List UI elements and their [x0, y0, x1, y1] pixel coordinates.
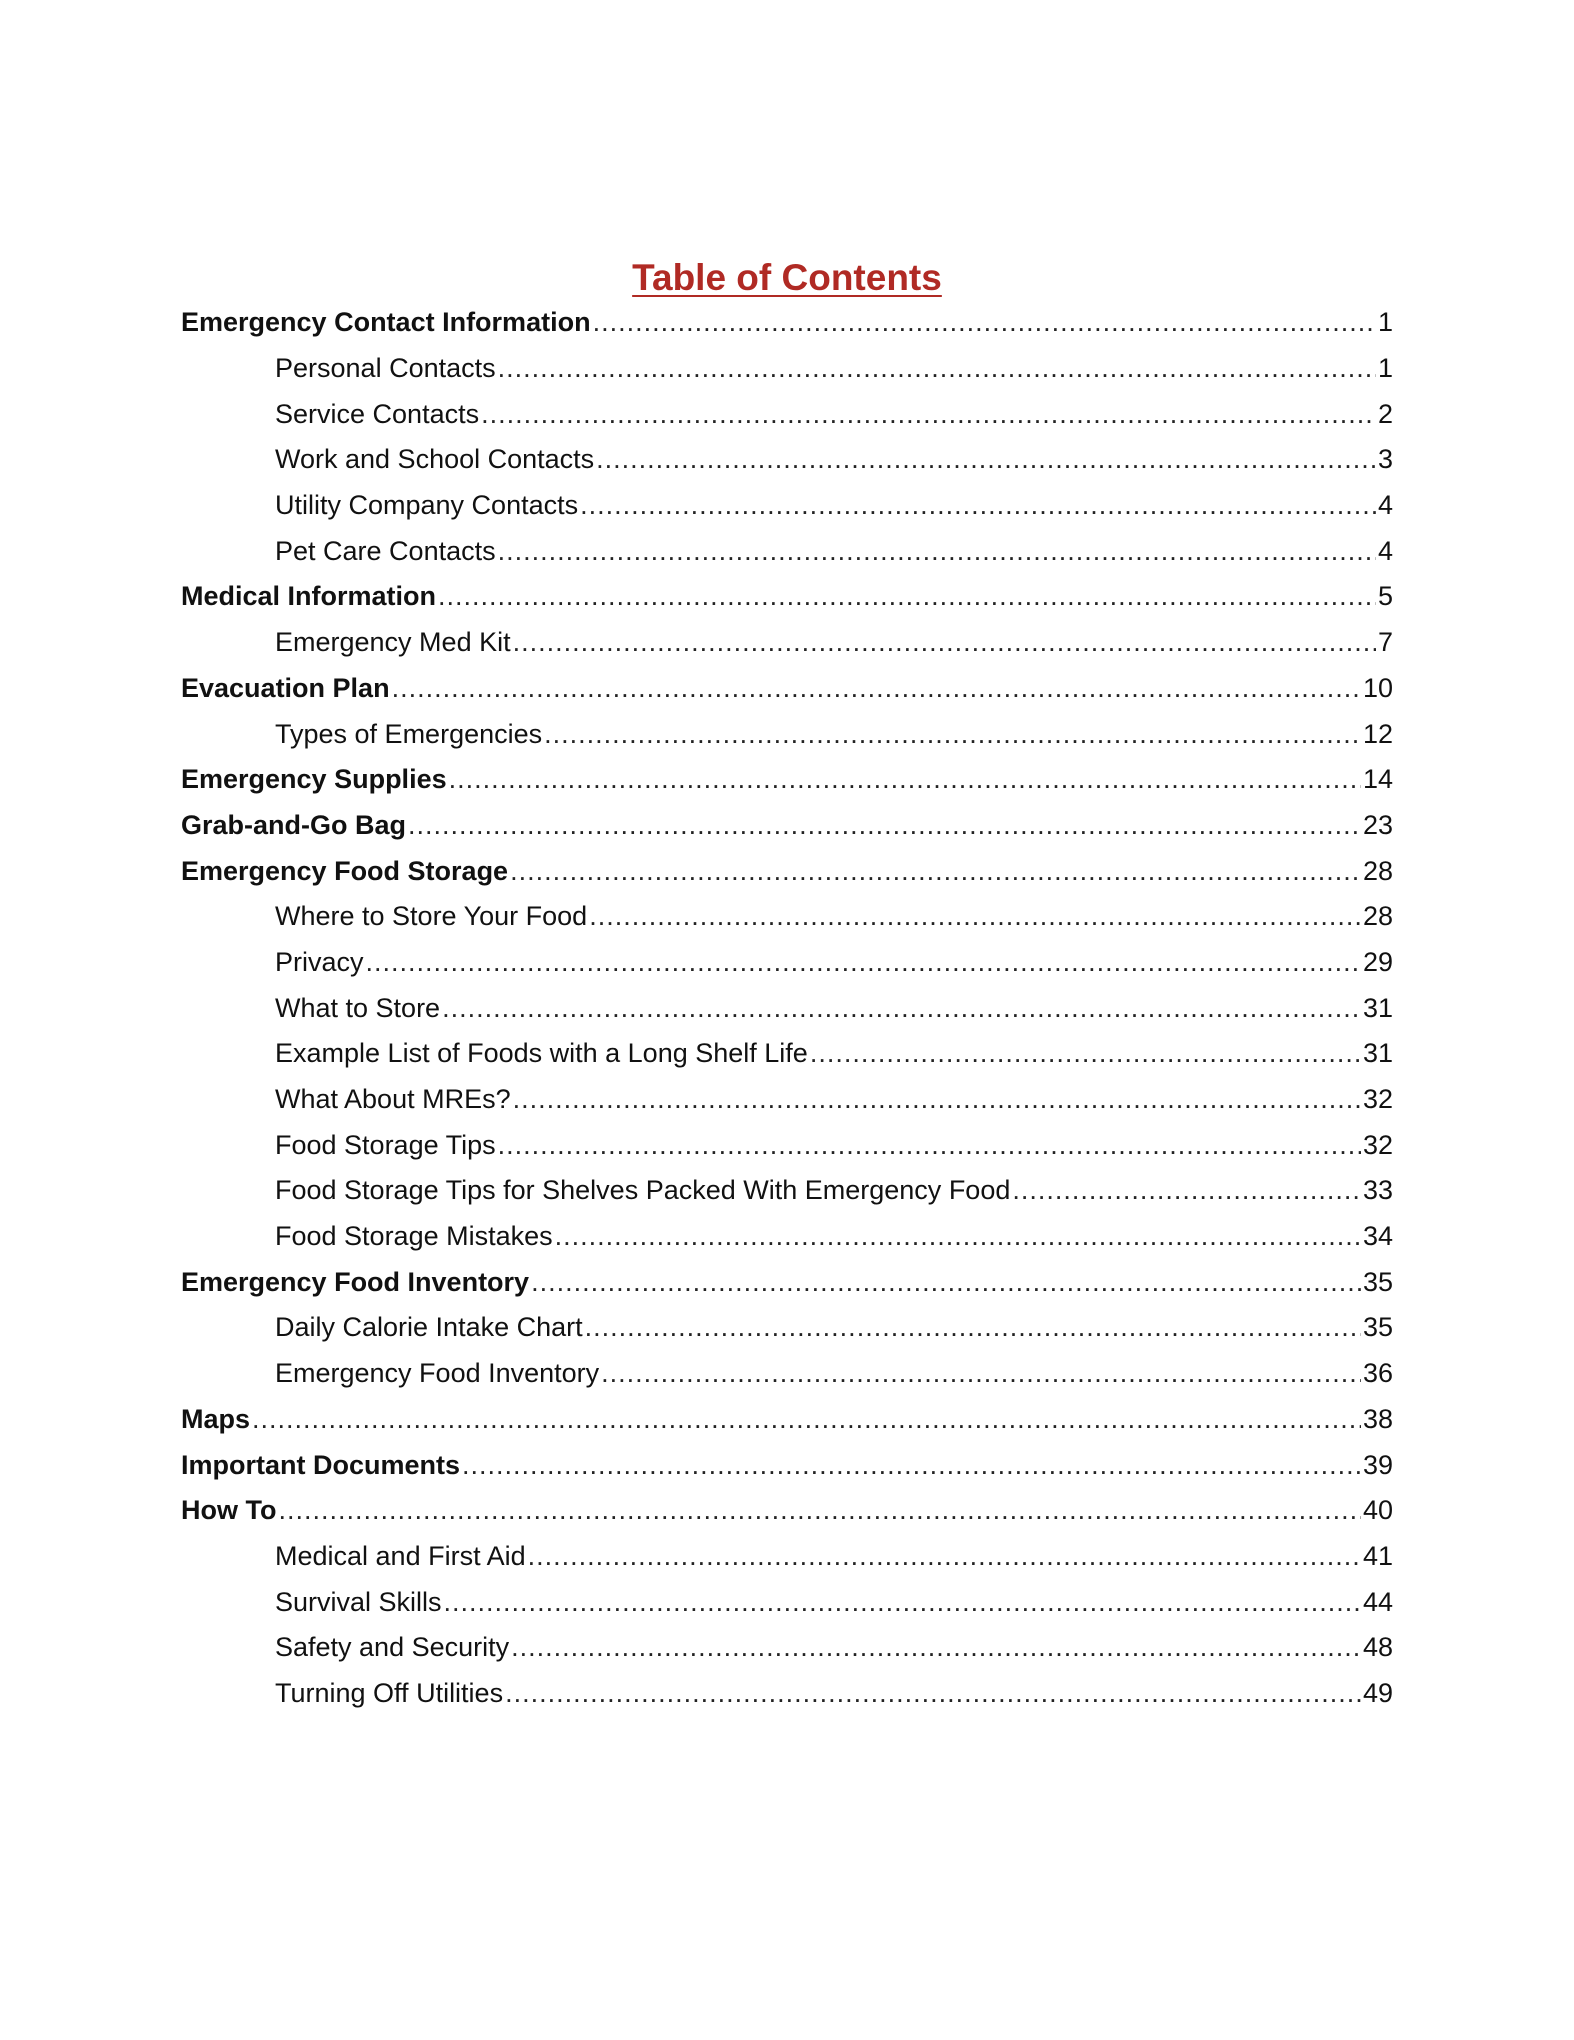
dot-leader [596, 446, 1376, 473]
page-title: Table of Contents [632, 256, 942, 298]
toc-entry-label: Service Contacts [275, 398, 480, 429]
dot-leader [513, 1086, 1361, 1113]
dot-leader [810, 1040, 1361, 1067]
toc-section-entry[interactable] [181, 300, 1393, 346]
toc-subsection-entry[interactable] [181, 1534, 1393, 1580]
toc-section-entry[interactable] [181, 757, 1393, 803]
dot-leader [438, 583, 1376, 610]
dot-leader [555, 1223, 1361, 1250]
dot-leader [442, 995, 1361, 1022]
dot-leader [589, 903, 1361, 930]
toc-section-entry[interactable] [181, 666, 1393, 712]
toc-page-number: 34 [1362, 1221, 1393, 1252]
toc-page-number: 32 [1362, 1129, 1393, 1160]
toc-subsection-entry[interactable] [181, 1077, 1393, 1123]
dot-leader [408, 812, 1361, 839]
toc-page-number: 36 [1362, 1358, 1393, 1389]
toc-page-number: 4 [1377, 490, 1393, 521]
toc-subsection-entry[interactable] [181, 391, 1393, 437]
toc-subsection-entry[interactable] [181, 437, 1393, 483]
toc-page-number: 28 [1362, 855, 1393, 886]
toc-entry-label: Privacy [275, 946, 364, 977]
toc-entry-label: Medical Information [181, 581, 437, 612]
toc-page-number: 31 [1362, 992, 1393, 1023]
toc-page-number: 28 [1362, 901, 1393, 932]
toc-subsection-entry[interactable] [181, 483, 1393, 529]
toc-page-number: 14 [1362, 764, 1393, 795]
toc-entry-label: How To [181, 1495, 277, 1526]
toc-page-number: 31 [1362, 1038, 1393, 1069]
toc-entry-label: Grab-and-Go Bag [181, 809, 407, 840]
toc-entry-label: Utility Company Contacts [275, 490, 579, 521]
dot-leader [444, 1589, 1361, 1616]
toc-entry-label: Maps [181, 1403, 251, 1434]
toc-entry-label: Emergency Med Kit [275, 627, 511, 658]
toc-page-number: 1 [1377, 307, 1393, 338]
toc-subsection-entry[interactable] [181, 985, 1393, 1031]
toc-entry-label: Survival Skills [275, 1586, 442, 1617]
toc-page-number: 7 [1377, 627, 1393, 658]
toc-entry-label: Example List of Foods with a Long Shelf Life [275, 1038, 808, 1069]
toc-entry-label: Emergency Food Inventory [181, 1266, 530, 1297]
dot-leader [580, 492, 1376, 519]
toc-entry-label: Where to Store Your Food [275, 901, 588, 932]
toc-section-entry[interactable] [181, 1442, 1393, 1488]
toc-page-number: 35 [1362, 1312, 1393, 1343]
toc-subsection-entry[interactable] [181, 1168, 1393, 1214]
toc-entry-label: Pet Care Contacts [275, 535, 496, 566]
dot-leader [1012, 1177, 1361, 1204]
dot-leader [544, 721, 1361, 748]
toc-page-number: 48 [1362, 1632, 1393, 1663]
toc-entry-label: What About MREs? [275, 1084, 511, 1115]
toc-page-number: 49 [1362, 1677, 1393, 1708]
toc-subsection-entry[interactable] [181, 1671, 1393, 1717]
toc-page-number: 23 [1362, 809, 1393, 840]
toc-subsection-entry[interactable] [181, 1122, 1393, 1168]
dot-leader [392, 675, 1361, 702]
table-of-contents [181, 300, 1393, 1716]
toc-section-entry[interactable] [181, 848, 1393, 894]
dot-leader [510, 858, 1361, 885]
toc-subsection-entry[interactable] [181, 1579, 1393, 1625]
toc-page-number: 1 [1377, 353, 1393, 384]
toc-section-entry[interactable] [181, 1488, 1393, 1534]
toc-entry-label: Important Documents [181, 1449, 461, 1480]
toc-entry-label: Food Storage Tips [275, 1129, 496, 1160]
toc-page-number: 35 [1362, 1266, 1393, 1297]
dot-leader [498, 355, 1376, 382]
dot-leader [462, 1452, 1361, 1479]
dot-leader [449, 766, 1361, 793]
toc-subsection-entry[interactable] [181, 1214, 1393, 1260]
toc-page-number: 10 [1362, 672, 1393, 703]
toc-entry-label: Medical and First Aid [275, 1540, 526, 1571]
dot-leader [528, 1543, 1361, 1570]
toc-page-number: 12 [1362, 718, 1393, 749]
dot-leader [366, 949, 1361, 976]
dot-leader [505, 1680, 1361, 1707]
toc-section-entry[interactable] [181, 1397, 1393, 1443]
toc-entry-label: Evacuation Plan [181, 672, 390, 703]
toc-page-number: 41 [1362, 1540, 1393, 1571]
toc-subsection-entry[interactable] [181, 1351, 1393, 1397]
toc-subsection-entry[interactable] [181, 1625, 1393, 1671]
toc-section-entry[interactable] [181, 803, 1393, 849]
toc-page-number: 29 [1362, 946, 1393, 977]
toc-entry-label: Turning Off Utilities [275, 1677, 504, 1708]
toc-page-number: 44 [1362, 1586, 1393, 1617]
toc-page-number: 4 [1377, 535, 1393, 566]
dot-leader [531, 1269, 1361, 1296]
toc-subsection-entry[interactable] [181, 894, 1393, 940]
dot-leader [585, 1314, 1361, 1341]
dot-leader [513, 629, 1376, 656]
toc-entry-label: Emergency Supplies [181, 764, 447, 795]
toc-page-number: 32 [1362, 1084, 1393, 1115]
dot-leader [252, 1406, 1361, 1433]
toc-subsection-entry[interactable] [181, 1031, 1393, 1077]
toc-section-entry[interactable] [181, 1259, 1393, 1305]
dot-leader [481, 401, 1376, 428]
dot-leader [498, 1132, 1361, 1159]
toc-entry-label: Emergency Food Inventory [275, 1358, 600, 1389]
toc-subsection-entry[interactable] [181, 1305, 1393, 1351]
toc-entry-label: Daily Calorie Intake Chart [275, 1312, 583, 1343]
dot-leader [498, 538, 1376, 565]
dot-leader [601, 1360, 1361, 1387]
toc-entry-label: Personal Contacts [275, 353, 496, 384]
toc-entry-label: Safety and Security [275, 1632, 510, 1663]
toc-page-number: 2 [1377, 398, 1393, 429]
toc-entry-label: Food Storage Mistakes [275, 1221, 553, 1252]
toc-page-number: 3 [1377, 444, 1393, 475]
toc-page-number: 40 [1362, 1495, 1393, 1526]
toc-page-number: 33 [1362, 1175, 1393, 1206]
toc-page-number: 38 [1362, 1403, 1393, 1434]
toc-entry-label: What to Store [275, 992, 441, 1023]
dot-leader [511, 1634, 1361, 1661]
toc-page-number: 39 [1362, 1449, 1393, 1480]
toc-entry-label: Types of Emergencies [275, 718, 543, 749]
toc-subsection-entry[interactable] [181, 711, 1393, 757]
toc-entry-label: Work and School Contacts [275, 444, 595, 475]
toc-section-entry[interactable] [181, 574, 1393, 620]
toc-subsection-entry[interactable] [181, 528, 1393, 574]
toc-entry-label: Emergency Contact Information [181, 307, 591, 338]
toc-subsection-entry[interactable] [181, 620, 1393, 666]
dot-leader [593, 309, 1376, 336]
toc-page-number: 5 [1377, 581, 1393, 612]
toc-subsection-entry[interactable] [181, 346, 1393, 392]
dot-leader [278, 1497, 1360, 1524]
toc-subsection-entry[interactable] [181, 940, 1393, 986]
toc-entry-label: Food Storage Tips for Shelves Packed With Emergency Food [275, 1175, 1011, 1206]
toc-entry-label: Emergency Food Storage [181, 855, 509, 886]
